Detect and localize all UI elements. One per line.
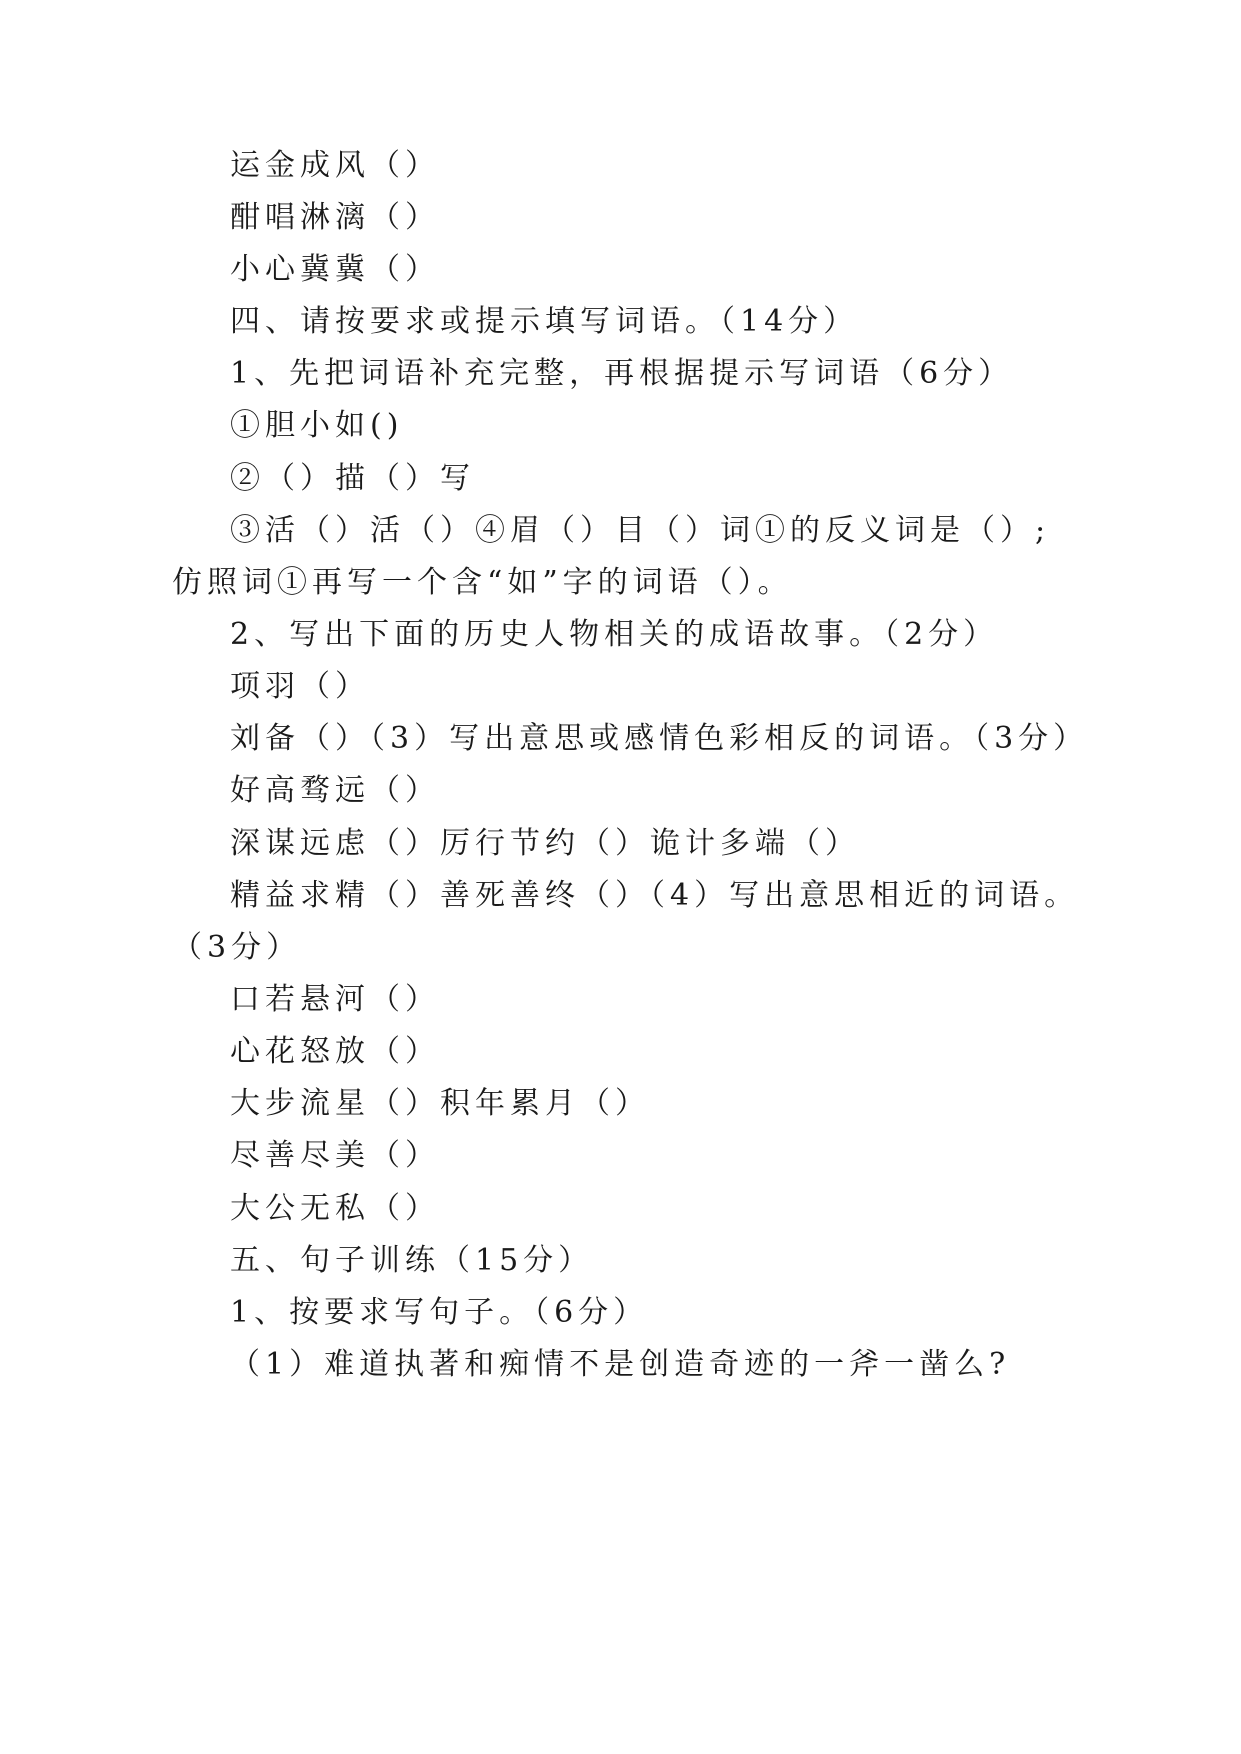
question-heading: 2、写出下面的历史人物相关的成语故事。（2分） — [230, 617, 999, 652]
text-line: （1）难道执著和痴情不是创造奇迹的一斧一凿么? — [230, 1347, 1011, 1382]
text-line: 好高骛远（） — [230, 773, 440, 808]
text-line: 口若悬河（） — [230, 982, 440, 1017]
text-line: 刘备（）（3）写出意思或感情色彩相反的词语。（3分） — [230, 721, 1089, 756]
question-heading: 1、先把词语补充完整，再根据提示写词语（6分） — [230, 356, 1014, 391]
text-line: 运金成风（） — [230, 148, 440, 183]
text-line: ③活（）活（）④眉（）目（）词①的反义词是（）; — [230, 513, 1051, 548]
text-line: ①胆小如() — [230, 408, 404, 443]
text-line: 大步流星（）积年累月（） — [230, 1086, 650, 1121]
text-line: 项羽（） — [230, 669, 370, 704]
text-line: 尽善尽美（） — [230, 1138, 440, 1173]
text-line: 心花怒放（） — [230, 1034, 440, 1069]
question-heading: 1、按要求写句子。（6分） — [230, 1295, 649, 1330]
section-heading: 四、请按要求或提示填写词语。（14分） — [230, 304, 859, 339]
text-line: 仿照词①再写一个含“如”字的词语（）。 — [172, 565, 793, 600]
text-line: 精益求精（）善死善终（）（4）写出意思相近的词语。 — [230, 878, 1080, 913]
section-heading: 五、句子训练（15分） — [230, 1243, 594, 1278]
text-line: 深谋远虑（）厉行节约（）诡计多端（） — [230, 826, 860, 861]
text-line: ②（）描（）写 — [230, 461, 475, 496]
text-line: 酣唱淋漓（） — [230, 200, 440, 235]
text-line: 大公无私（） — [230, 1191, 440, 1226]
text-line: 小心冀冀（） — [230, 252, 440, 287]
text-line: （3分） — [172, 930, 302, 965]
